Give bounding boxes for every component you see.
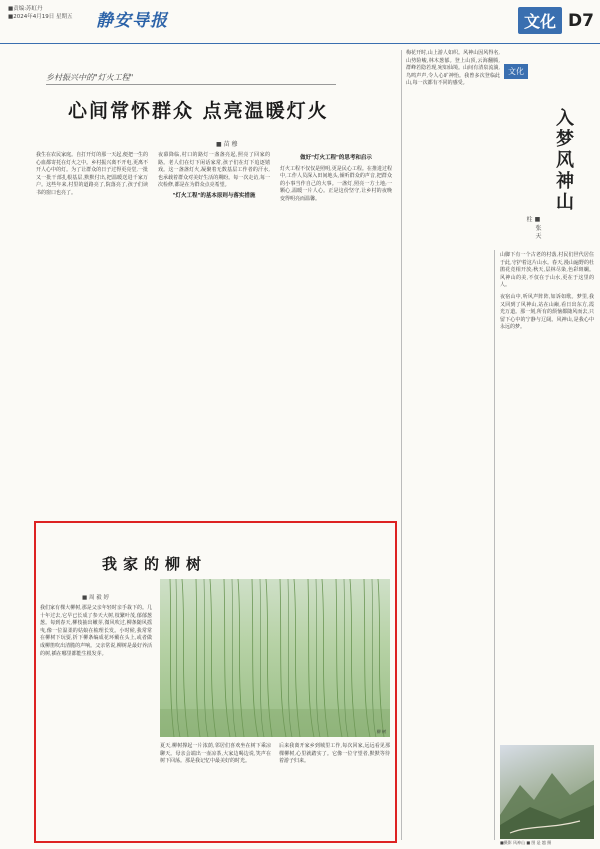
article1-author: ■ 苗 穆: [216, 141, 238, 148]
article1-title: 心间常怀群众 点亮温暖灯火: [68, 100, 329, 122]
right-article-banner: [500, 56, 594, 246]
article1-col: 我生在农民家庭。自打开灯的那一天起,便把一生的心血都寄托在灯火之中。乡村振兴离不开电,更离不开人心中的灯。为了让群众的日子过得更亮堂,一批又一批干部扎根基层,默默付出,把温暖送进千家万户。这些年来,村里的道路亮了,院落亮了,孩子们读书的窗口也亮了。: [36, 152, 148, 196]
right-article-author: ■ 张 天 柱: [525, 216, 541, 239]
tagline-divider: [46, 84, 336, 85]
column-divider: [401, 50, 402, 840]
page-number: D7: [568, 10, 594, 31]
right-bottom-text: [500, 252, 594, 332]
right-top-text: [406, 50, 500, 88]
willow-photo: [160, 579, 390, 737]
photo-caption: 柳 树: [376, 729, 386, 734]
article2-title: 我家的柳树: [102, 555, 208, 573]
mountain-photo: [500, 745, 594, 839]
willow-illustration: [160, 579, 390, 737]
article2-author: ■ 周 毅 婷: [82, 595, 109, 601]
culture-tag: 文化: [504, 64, 528, 79]
article1-col: 夜幕降临,村口的路灯一盏盏亮起,照亮了回家的路。老人们在灯下闲话家常,孩子们在灯下追逐嬉戏。这一盏盏灯火,凝聚着无数基层工作者的汗水,也承载着群众对美好生活的期盼。每一次走访,每一次检修,都是在为群众点亮希望。 "灯火工程"的基本原则与落实措施: [158, 152, 270, 199]
date-line: ■2024年4月19日 星期五: [8, 14, 73, 20]
mountain-photo-caption: ■摄影 风神山 ■ 图 是 越 摄: [500, 840, 552, 845]
mountain-illustration: [500, 745, 594, 839]
article1-subheading: 做好"灯火工程"的思考和启示: [300, 155, 372, 161]
right-col: 山脚下有一个古老的村落,村民们世代居住于此,守护着这片山水。春天,漫山遍野的杜鹃花竞相开放;秋天,层林尽染,色彩斑斓。风神山的美,不仅在于山水,更在于这里的人。: [500, 252, 594, 289]
right-col: 夜宿山中,听风声阵阵,如诉如歌。梦里,我又回到了风神山,站在山巅,看日出东方,霞光万道。那一刻,所有的烦恼都随风而去,只留下心中的宁静与辽阔。风神山,是我心中永远的梦。: [500, 293, 594, 331]
article1-col: 做好"灯火工程"的思考和启示 灯火工程不仅仅是照明,更是民心工程。在推进过程中,工作人员深入田间地头,倾听群众的声音,把群众的小事当作自己的大事。一盏灯,照亮一方土地;一颗心,温暖一片人心。正是这份坚守,让乡村的夜晚变得明亮而温馨。: [280, 155, 392, 202]
article2-col: 我们家有棵大柳树,那是父亲年轻时亲手栽下的。几十年过去,它早已长成了参天大树,枝繁叶茂,郁郁葱葱。每到春天,柳枝抽出嫩芽,微风吹过,柳条随风摇曳,像一位温柔的姑娘在梳理长发。小时候,我常常在柳树下玩耍,折下柳条编成花环戴在头上,或者做成柳笛吹出清脆的声响。父亲常说,柳树是最好养活的树,插在哪里都能生根发芽。: [40, 605, 152, 657]
right-article-title: 入梦风神山: [553, 108, 574, 213]
column-divider: [494, 250, 495, 840]
article1-tagline: 乡村振兴中的"灯火工程": [46, 73, 134, 82]
section-header: [518, 7, 594, 34]
article2-bottom-body: [160, 743, 390, 766]
right-col: 梅花开时,山上游人如织。风神山因风得名,山势险峻,林木葱郁。登上山顶,云海翻腾,群峰若隐若现,宛如仙境。山间有清泉流淌,鸟鸣声声,令人心旷神怡。我曾多次登临此山,每一次都有不同的感受。: [406, 50, 500, 87]
article2-col: 后来我离开家乡到城里工作,每次回家,远远看见那棵柳树,心里就踏实了。它像一位守望者,默默等待着游子归来。: [279, 743, 390, 765]
article2-box: [34, 521, 397, 843]
section-label: 文化: [518, 7, 562, 34]
article2-col: 夏天,柳树撑起一片浓荫,邻居们喜欢坐在树下乘凉聊天。母亲会端出一壶凉茶,大家边喝边说,笑声在树下回荡。那是我记忆中最美好的时光。: [160, 743, 271, 765]
masthead: [0, 0, 600, 44]
masthead-meta: [8, 5, 72, 21]
article1-subheading: "灯火工程"的基本原则与落实措施: [172, 192, 256, 199]
newspaper-logo: 静安导报: [96, 11, 168, 31]
editor-line: ■责编:苏虹丹: [8, 6, 43, 12]
article1-body: [36, 152, 392, 204]
